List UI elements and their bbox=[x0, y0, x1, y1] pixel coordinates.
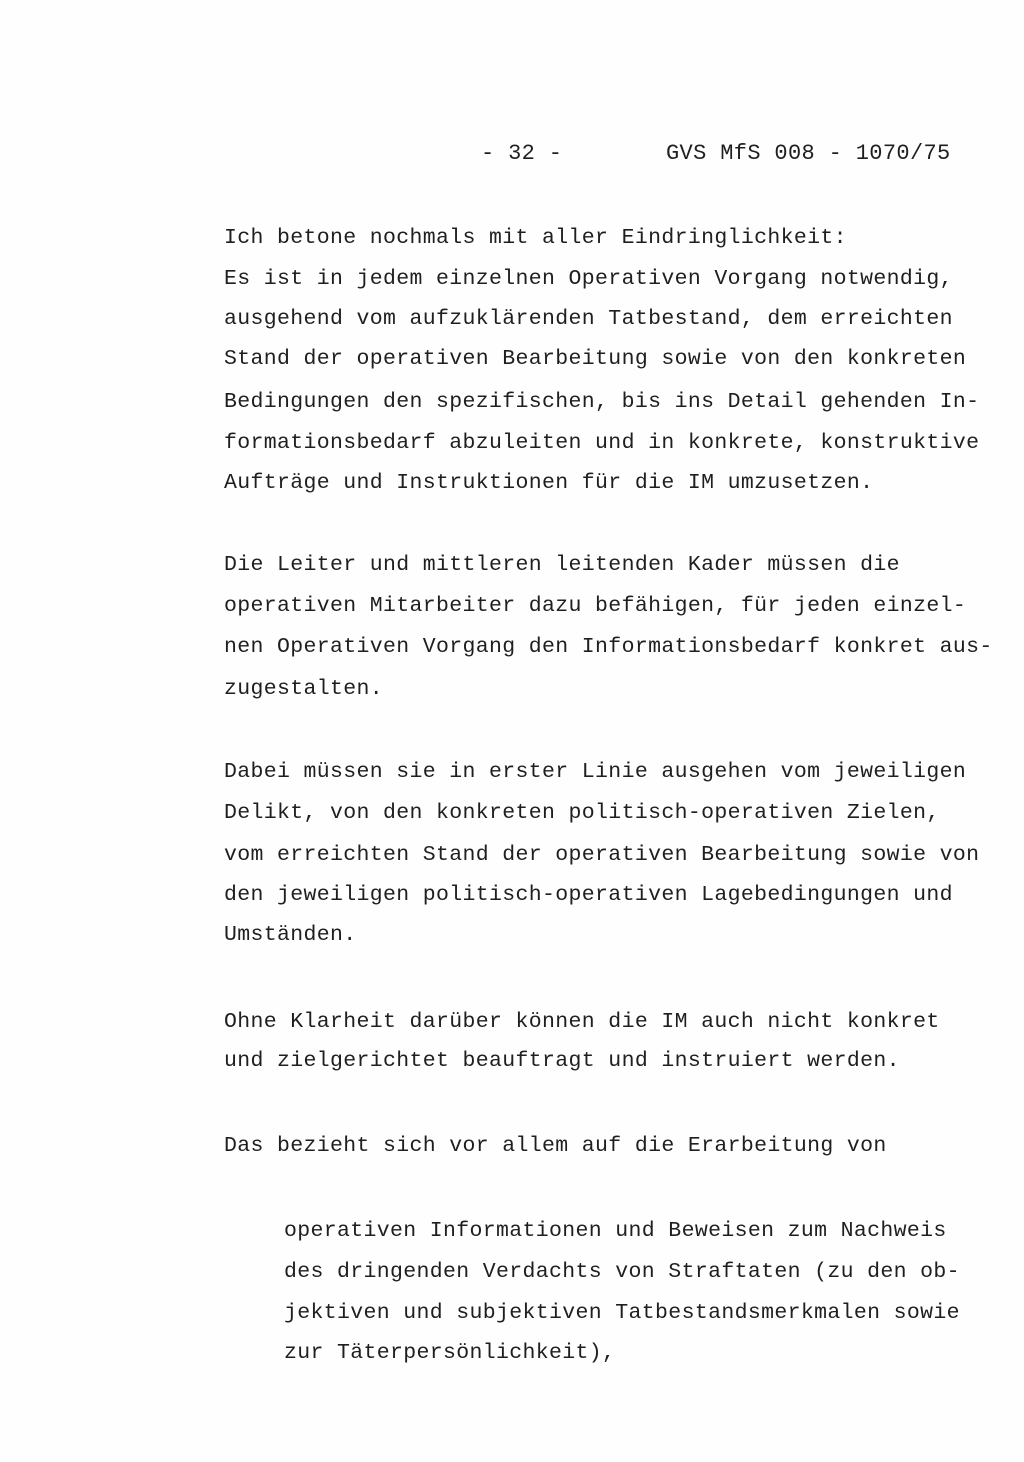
document-reference: GVS MfS 008 - 1070/75 bbox=[666, 141, 951, 166]
text-line: zugestalten. bbox=[224, 677, 384, 701]
indented-text-line: des dringenden Verdachts von Straftaten (zu den ob- bbox=[284, 1260, 960, 1284]
text-line: Dabei müssen sie in erster Linie ausgehen vom jeweiligen bbox=[224, 760, 967, 784]
text-line: Umständen. bbox=[224, 923, 357, 947]
text-line: formationsbedarf abzuleiten und in konkrete, konstruktive bbox=[224, 431, 980, 455]
text-line: Bedingungen den spezifischen, bis ins Detail gehenden In- bbox=[224, 390, 980, 414]
text-line: den jeweiligen politisch-operativen Lagebedingungen und bbox=[224, 883, 953, 907]
text-line: Aufträge und Instruktionen für die IM umzusetzen. bbox=[224, 471, 874, 495]
indented-text-line: operativen Informationen und Beweisen zum Nachweis bbox=[284, 1219, 947, 1243]
text-line: und zielgerichtet beauftragt und instruiert werden. bbox=[224, 1049, 900, 1073]
indented-text-line: zur Täterpersönlichkeit), bbox=[284, 1341, 616, 1365]
text-line: Es ist in jedem einzelnen Operativen Vorgang notwendig, bbox=[224, 267, 953, 291]
text-line: Die Leiter und mittleren leitenden Kader müssen die bbox=[224, 553, 900, 577]
text-line: operativen Mitarbeiter dazu befähigen, für jeden einzel- bbox=[224, 594, 967, 618]
indented-text-line: jektiven und subjektiven Tatbestandsmerkmalen sowie bbox=[284, 1301, 960, 1325]
text-line: Ohne Klarheit darüber können die IM auch nicht konkret bbox=[224, 1010, 940, 1034]
text-line: Das bezieht sich vor allem auf die Erarbeitung von bbox=[224, 1134, 887, 1158]
page-number: - 32 - bbox=[481, 141, 563, 166]
text-line: vom erreichten Stand der operativen Bearbeitung sowie von bbox=[224, 843, 980, 867]
text-line: nen Operativen Vorgang den Informationsbedarf konkret aus- bbox=[224, 635, 993, 659]
text-line: Delikt, von den konkreten politisch-operativen Zielen, bbox=[224, 801, 940, 825]
text-line: ausgehend vom aufzuklärenden Tatbestand, dem erreichten bbox=[224, 307, 953, 331]
text-line: Stand der operativen Bearbeitung sowie von den konkreten bbox=[224, 347, 967, 371]
text-line: Ich betone nochmals mit aller Eindringlichkeit: bbox=[224, 226, 847, 250]
